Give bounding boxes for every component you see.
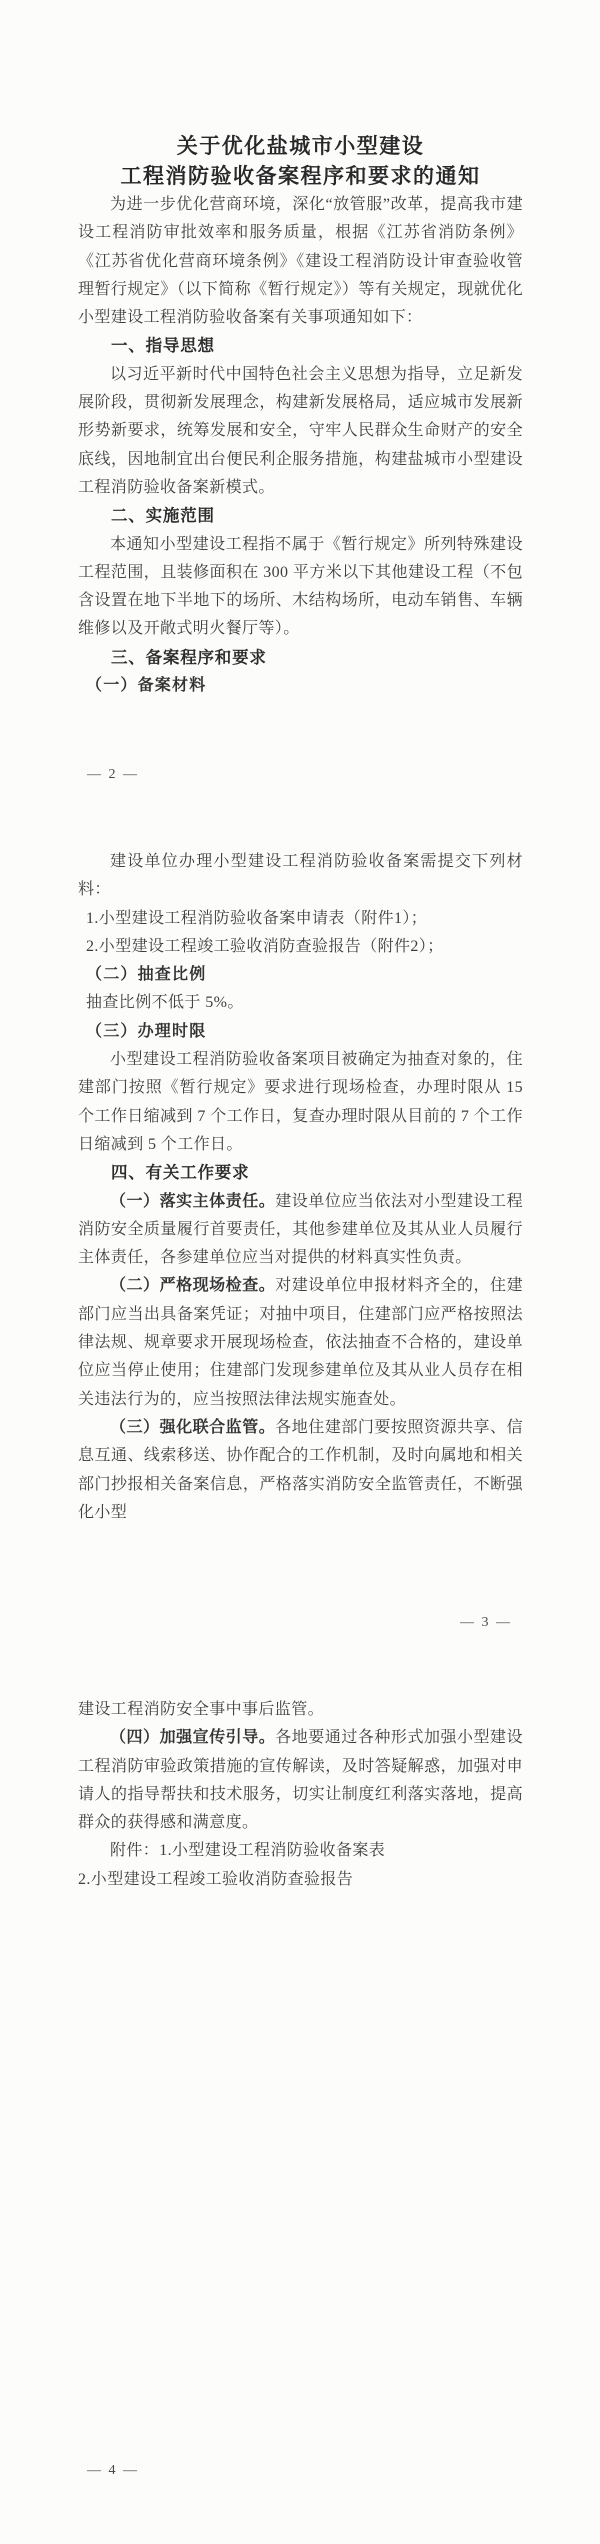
requirement-4-lead: （四）加强宣传引导。 xyxy=(110,1729,276,1747)
paragraph-sampling-ratio: 抽查比例不低于 5%。 xyxy=(86,994,244,1012)
page-4 xyxy=(0,1696,600,2544)
doc-title xyxy=(78,131,523,191)
list-item-material-1: 1.小型建设工程消防验收备案申请表（附件1）； xyxy=(86,909,428,927)
attachment-line-1 xyxy=(78,1837,523,1865)
paragraph-requirement-4 xyxy=(78,1724,523,1837)
requirement-1-text: 建设单位应当依法对小型建设工程消防安全质量履行首要责任，其他参建单位及其从业人员履行主体责任，各参建单位应当对提供的材料真实性负责。 xyxy=(78,1192,523,1267)
heading-section-2: 二、实施范围 xyxy=(111,507,215,526)
requirement-2-text: 对建设单位申报材料齐全的，住建部门应当出具备案凭证；对抽中项目，住建部门应严格按照法律法规、规章要求开展现场检查，依法抽查不合格的，建设单位应当停止使用；住建部门发现参建单位及其从业人员存在相关违法行为的，应当按照法律法规实施查处。 xyxy=(78,1277,523,1408)
heading-section-4: 四、有关工作要求 xyxy=(111,1164,250,1183)
requirement-1-lead: （一）落实主体责任。 xyxy=(110,1192,276,1210)
paragraph-requirement-3-continued: 建设工程消防安全事中事后监管。 xyxy=(78,1701,325,1718)
paragraph-requirement-3 xyxy=(78,1414,523,1527)
subheading-processing-time: （三）办理时限 xyxy=(86,1022,207,1040)
page-3 xyxy=(0,848,600,1696)
paragraph-requirement-1 xyxy=(78,1188,523,1273)
requirement-4-text: 各地要通过各种形式加强小型建设工程消防审验政策措施的宣传解读，及时答疑解惑，加强对申请人的指导帮扶和技术服务，切实让制度红利落实落地，提高群众的获得感和满意度。 xyxy=(78,1729,523,1832)
paragraph-requirement-2 xyxy=(78,1272,523,1413)
subheading-sampling-ratio: （二）抽查比例 xyxy=(86,966,207,984)
attachment-item-1: 1.小型建设工程消防验收备案表 xyxy=(159,1842,386,1860)
paragraph-intro: 为进一步优化营商环境，深化“放管服”改革，提高我市建设工程消防审批效率和服务质量，根据《江苏省消防条例》《江苏省优化营商环境条例》《建设工程消防设计审查验收管理暂行规定》（以下简称《暂行规定》）等有关规定，现就优化小型建设工程消防验收备案有关事项通知如下： xyxy=(78,196,523,327)
page-number-3: — 3 — xyxy=(460,1615,512,1630)
attachment-label: 附件： xyxy=(110,1842,160,1860)
paragraph-guiding-thought: 以习近平新时代中国特色社会主义思想为指导，立足新发展阶段，贯彻新发展理念，构建新发展格局，适应城市发展新形势新要求，统筹发展和安全，守牢人民群众生命财产的安全底线，因地制宜出台便民利企服务措施，构建盐城市小型建设工程消防验收备案新模式。 xyxy=(78,365,523,496)
requirement-3-lead: （三）强化联合监管。 xyxy=(110,1418,276,1436)
doc-title-line-2: 工程消防验收备案程序和要求的通知 xyxy=(120,164,481,188)
requirement-2-lead: （二）严格现场检查。 xyxy=(110,1277,276,1295)
list-item-material-2: 2.小型建设工程竣工验收消防查验报告（附件2）； xyxy=(86,937,444,955)
page-2 xyxy=(0,0,600,848)
paragraph-scope: 本通知小型建设工程指不属于《暂行规定》所列特殊建设工程范围，且装修面积在 300 平方米以下其他建设工程（不包含设置在地下半地下的场所、木结构场所，电动车销售、车辆维修以及开敞式明火餐厅等）。 xyxy=(78,535,523,638)
requirement-3-text: 各地住建部门要按照资源共享、信息互通、线索移送、协作配合的工作机制，及时向属地和相关部门抄报相关备案信息，严格落实消防安全监管责任，不断强化小型 xyxy=(78,1418,523,1521)
paragraph-processing-time: 小型建设工程消防验收备案项目被确定为抽查对象的，住建部门按照《暂行规定》要求进行现场检查，办理时限从 15 个工作日缩减到 7 个工作日，复查办理时限从目前的 7 个工作日缩减到 5 个工作日。 xyxy=(78,1051,523,1153)
page-number-2: — 2 — xyxy=(87,767,139,782)
paragraph-materials-intro: 建设单位办理小型建设工程消防验收备案需提交下列材料： xyxy=(78,853,523,899)
doc-title-line-1: 关于优化盐城市小型建设 xyxy=(176,134,425,158)
heading-section-1: 一、指导思想 xyxy=(111,337,215,356)
page-number-4: — 4 — xyxy=(87,2463,139,2478)
attachment-line-2: 2.小型建设工程竣工验收消防查验报告 xyxy=(78,1870,354,1888)
heading-section-3: 三、备案程序和要求 xyxy=(111,648,267,667)
subheading-filing-materials: （一）备案材料 xyxy=(86,677,207,695)
